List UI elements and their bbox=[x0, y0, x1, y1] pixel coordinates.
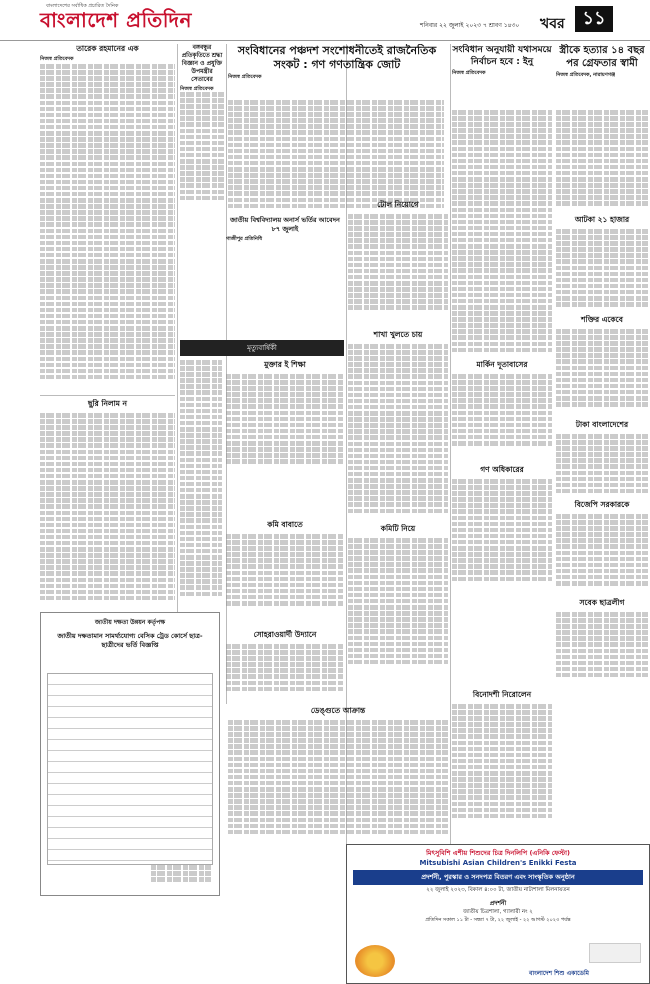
article-sohrawardy bbox=[226, 630, 344, 702]
byline: গাজীপুর প্রতিনিধি bbox=[226, 236, 263, 242]
festa-title-en: Mitsubishi Asian Children's Enikki Festa bbox=[419, 859, 577, 867]
article-body bbox=[452, 110, 552, 354]
sun-illustration-icon bbox=[355, 945, 395, 977]
article-body bbox=[556, 110, 648, 208]
article-muktar bbox=[226, 360, 344, 470]
article-body bbox=[556, 514, 648, 587]
lead-article-header bbox=[228, 44, 446, 104]
article-branch bbox=[348, 330, 448, 520]
article-toll bbox=[348, 200, 448, 325]
headline: সবেক ছাত্রলীগ bbox=[579, 598, 625, 607]
article-body bbox=[40, 64, 175, 381]
headline: বিনোদশী নিরোলেন bbox=[472, 690, 532, 699]
column-rule bbox=[450, 44, 451, 844]
article-wife-murder-body bbox=[556, 110, 648, 215]
headline: শক্তির একেবে bbox=[581, 315, 623, 324]
festa-date: ২২ জুলাই ২০২৩, বিকাল ৪:০০ টা, জাতীয় নাট্যশালা মিলনায়তন bbox=[426, 887, 570, 893]
headline: স্ত্রীকে হত্যার ১৪ বছর পর গ্রেফতার স্বামী bbox=[559, 45, 645, 69]
headline: জাতীয় বিশ্ববিদ্যালয় অনার্স ভর্তির আবেদন ৮৭ জুলাই bbox=[230, 216, 340, 233]
byline: নিজস্ব প্রতিবেদক bbox=[180, 86, 214, 92]
article-us-embassy bbox=[452, 360, 552, 460]
article-body bbox=[180, 92, 224, 202]
headline: তারেক রহমানের এক bbox=[76, 44, 139, 53]
tender-advertisement bbox=[40, 612, 220, 896]
article-komi bbox=[226, 520, 344, 610]
newspaper-logo: বাংলাদেশ প্রতিদিন bbox=[40, 8, 192, 32]
article-body bbox=[180, 360, 222, 598]
article-churi bbox=[40, 399, 175, 609]
headline: আটকা ২১ হাজার bbox=[574, 215, 630, 224]
headline: সোহরাওয়ার্দী উদ্যানে bbox=[253, 630, 317, 639]
headline: বিজেপি সরকারকে bbox=[574, 500, 630, 509]
festa-title-bn: মিৎসুবিশি এশীয় শিশুদের চিত্র দিনলিপি (এনিকি ফেস্টা) bbox=[426, 849, 570, 857]
article-dengue bbox=[228, 706, 448, 841]
row-rule bbox=[40, 395, 175, 396]
article-bangabandhu bbox=[180, 44, 224, 214]
headline: ছুরি নিলাম ন bbox=[87, 399, 128, 408]
sponsor-logos bbox=[589, 943, 641, 963]
festa-venue: জাতীয় চিত্রশালা, গ্যালারী নং ২ bbox=[463, 909, 533, 915]
article-body bbox=[452, 479, 552, 583]
obituary-banner: মৃত্যুবার্ষিকী bbox=[180, 340, 344, 356]
headline: মুক্তার ই শিক্ষা bbox=[264, 360, 306, 369]
section-obituary bbox=[180, 340, 344, 356]
section-label: খবর bbox=[540, 16, 565, 32]
festa-event-banner: প্রদর্শনী, পুরস্কার ও সনদপত্র বিতরণ এবং সাংস্কৃতিক অনুষ্ঠান bbox=[353, 870, 643, 885]
article-body bbox=[226, 534, 344, 607]
article-body bbox=[348, 214, 448, 312]
article-body bbox=[556, 229, 648, 308]
byline: নিজস্ব প্রতিবেদক bbox=[40, 56, 74, 62]
article-body bbox=[40, 413, 175, 602]
festa-hours: প্রতিদিন সকাল ১১ টা - সন্ধ্যা ৭ টা, ২২ জুলাই - ২২ আগস্ট ২০২৩ পর্যন্ত bbox=[425, 917, 571, 923]
article-body bbox=[556, 434, 648, 495]
headline: শাখা খুলতে চায় bbox=[373, 330, 423, 339]
article-body bbox=[452, 704, 552, 820]
article-gono-odhikar bbox=[452, 465, 552, 600]
festa-advertisement bbox=[346, 844, 650, 984]
article-inu-body bbox=[452, 110, 552, 360]
ad-title: জাতীয় দক্ষতা উন্নয়ন কর্তৃপক্ষ bbox=[94, 619, 166, 626]
article-col2-body bbox=[180, 360, 222, 608]
festa-sponsor: বাংলাদেশ শিশু একাডেমি bbox=[529, 970, 589, 977]
article-body bbox=[228, 720, 448, 836]
masthead bbox=[0, 0, 650, 41]
article-bjp bbox=[556, 500, 648, 595]
headline: ডেঙ্গুতে আক্রান্ত bbox=[310, 706, 366, 715]
article-tareq bbox=[40, 44, 175, 392]
ad-subtitle: জাতীয় দক্ষতামান সামর্থ্যযোগ্য বেসিক ট্রেড কোর্সে ছাত্র-ছাত্রীদের ভর্তি বিজ্ঞপ্তি bbox=[57, 632, 203, 649]
article-body bbox=[226, 644, 344, 693]
headline: গণ অধিকারের bbox=[480, 465, 524, 474]
article-body bbox=[228, 100, 444, 210]
page-number: ১১ bbox=[575, 6, 613, 32]
article-chhatra-league bbox=[556, 598, 648, 690]
article-body bbox=[452, 374, 552, 447]
article-binodshi bbox=[452, 690, 552, 840]
article-committee bbox=[348, 524, 448, 674]
article-national-university bbox=[226, 216, 344, 331]
lead-headline: সংবিধানের পঞ্চদশ সংশোধনীতেই রাজনৈতিক সংকট : গণ গণতান্ত্রিক জোট bbox=[237, 44, 437, 71]
headline: মার্কিন দূতাবাসের bbox=[476, 360, 528, 369]
lead-article-body bbox=[228, 100, 444, 210]
headline: টোল নিয়োগে bbox=[377, 200, 419, 209]
logo-tagline: বাংলাদেশের সর্বাধিক প্রচারিত দৈনিক bbox=[46, 3, 119, 9]
article-taka bbox=[556, 420, 648, 500]
article-stranded bbox=[556, 215, 648, 315]
article-body bbox=[348, 538, 448, 666]
article-body bbox=[556, 329, 648, 408]
ad-signature bbox=[151, 865, 211, 883]
dateline: শনিবার ২২ জুলাই ২০২৩ ৭ শ্রাবণ ১৪৩০ bbox=[420, 22, 520, 29]
ad-table bbox=[47, 673, 213, 865]
byline: নিজস্ব প্রতিবেদক bbox=[452, 70, 486, 76]
article-wife-murder bbox=[556, 44, 648, 114]
byline: নিজস্ব প্রতিবেদক bbox=[228, 74, 262, 80]
byline: নিজস্ব প্রতিবেদক, নারায়ণগঞ্জ bbox=[556, 72, 616, 78]
headline: বঙ্গবন্ধুর প্রতিকৃতিতে শ্রদ্ধা বিজ্ঞান ও প্রযুক্তি উপমন্ত্রীর সেতাবের bbox=[181, 44, 223, 83]
headline: কমিটি নিয়ে bbox=[380, 524, 416, 533]
article-shakti bbox=[556, 315, 648, 415]
article-body bbox=[226, 374, 344, 465]
article-body bbox=[348, 344, 448, 515]
article-body bbox=[556, 612, 648, 679]
headline: সংবিধান অনুযায়ী যথাসময়ে নির্বাচন হবে : ইনু bbox=[452, 45, 552, 67]
headline: কমি বাবাতে bbox=[267, 520, 303, 529]
headline: টাকা বাংলাদেশের bbox=[575, 420, 629, 429]
festa-exhibition-label: প্রদর্শনী bbox=[489, 900, 507, 907]
